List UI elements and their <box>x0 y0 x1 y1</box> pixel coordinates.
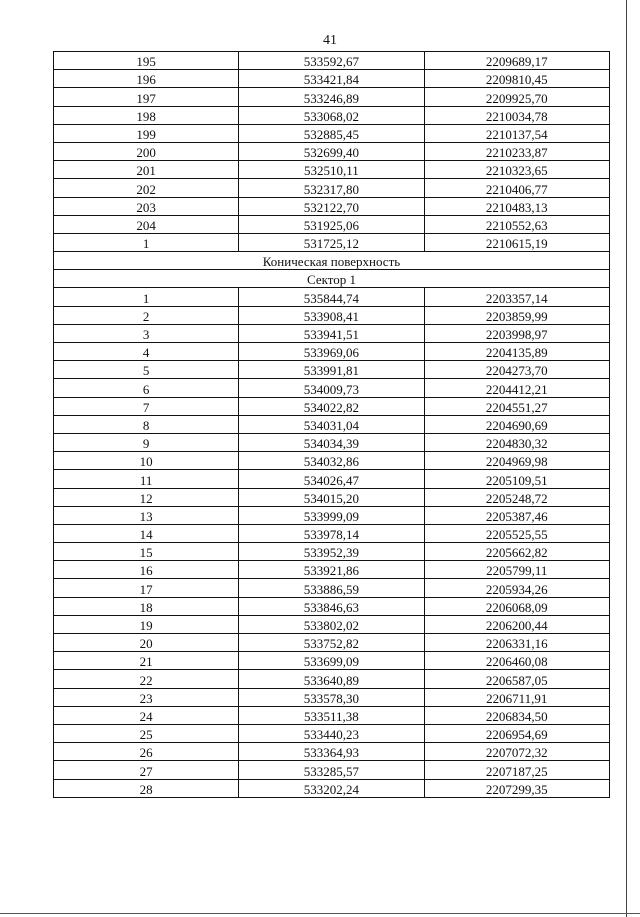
table-row <box>54 233 610 251</box>
table-row <box>54 306 610 324</box>
y-coordinate-cell: 2204690,69 <box>424 415 609 433</box>
x-coordinate-cell: 534032,86 <box>239 452 424 470</box>
table-row <box>54 470 610 488</box>
x-coordinate-cell: 533640,89 <box>239 670 424 688</box>
y-coordinate-cell: 2205109,51 <box>424 470 609 488</box>
table-row <box>54 88 610 106</box>
table-row <box>54 197 610 215</box>
y-coordinate-cell: 2203357,14 <box>424 288 609 306</box>
point-number-cell: 13 <box>54 506 239 524</box>
x-coordinate-cell: 533991,81 <box>239 361 424 379</box>
page-edge-right <box>626 0 627 917</box>
point-number-cell: 196 <box>54 70 239 88</box>
x-coordinate-cell: 532122,70 <box>239 197 424 215</box>
table-row <box>54 415 610 433</box>
point-number-cell: 198 <box>54 106 239 124</box>
y-coordinate-cell: 2204135,89 <box>424 343 609 361</box>
coordinates-table-section <box>54 252 610 288</box>
point-number-cell: 14 <box>54 524 239 542</box>
x-coordinate-cell: 534015,20 <box>239 488 424 506</box>
x-coordinate-cell: 534031,04 <box>239 415 424 433</box>
section-header-row <box>54 252 610 270</box>
table-row <box>54 179 610 197</box>
x-coordinate-cell: 533952,39 <box>239 543 424 561</box>
table-row <box>54 124 610 142</box>
point-number-cell: 201 <box>54 161 239 179</box>
point-number-cell: 197 <box>54 88 239 106</box>
sector-header-row <box>54 270 610 288</box>
y-coordinate-cell: 2210034,78 <box>424 106 609 124</box>
point-number-cell: 17 <box>54 579 239 597</box>
x-coordinate-cell: 532885,45 <box>239 124 424 142</box>
y-coordinate-cell: 2209925,70 <box>424 88 609 106</box>
point-number-cell: 25 <box>54 724 239 742</box>
page-edge-bottom <box>0 913 640 914</box>
coordinates-table-top-rows <box>54 52 610 252</box>
x-coordinate-cell: 534009,73 <box>239 379 424 397</box>
y-coordinate-cell: 2206331,16 <box>424 634 609 652</box>
y-coordinate-cell: 2204551,27 <box>424 397 609 415</box>
x-coordinate-cell: 533969,06 <box>239 343 424 361</box>
point-number-cell: 20 <box>54 634 239 652</box>
point-number-cell: 28 <box>54 779 239 797</box>
table-row <box>54 761 610 779</box>
table-row <box>54 561 610 579</box>
table-row <box>54 670 610 688</box>
point-number-cell: 4 <box>54 343 239 361</box>
table-row <box>54 779 610 797</box>
table-row <box>54 379 610 397</box>
x-coordinate-cell: 535844,74 <box>239 288 424 306</box>
x-coordinate-cell: 533202,24 <box>239 779 424 797</box>
table-row <box>54 433 610 451</box>
table-row <box>54 724 610 742</box>
x-coordinate-cell: 533068,02 <box>239 106 424 124</box>
x-coordinate-cell: 533699,09 <box>239 652 424 670</box>
point-number-cell: 195 <box>54 52 239 70</box>
x-coordinate-cell: 532699,40 <box>239 142 424 160</box>
y-coordinate-cell: 2206460,08 <box>424 652 609 670</box>
table-row <box>54 524 610 542</box>
x-coordinate-cell: 533511,38 <box>239 706 424 724</box>
y-coordinate-cell: 2206834,50 <box>424 706 609 724</box>
y-coordinate-cell: 2205248,72 <box>424 488 609 506</box>
table-row <box>54 106 610 124</box>
point-number-cell: 11 <box>54 470 239 488</box>
point-number-cell: 8 <box>54 415 239 433</box>
x-coordinate-cell: 531925,06 <box>239 215 424 233</box>
point-number-cell: 16 <box>54 561 239 579</box>
y-coordinate-cell: 2205525,55 <box>424 524 609 542</box>
point-number-cell: 204 <box>54 215 239 233</box>
table-row <box>54 543 610 561</box>
table-row <box>54 215 610 233</box>
x-coordinate-cell: 533941,51 <box>239 324 424 342</box>
point-number-cell: 12 <box>54 488 239 506</box>
point-number-cell: 199 <box>54 124 239 142</box>
y-coordinate-cell: 2209689,17 <box>424 52 609 70</box>
y-coordinate-cell: 2205934,26 <box>424 579 609 597</box>
x-coordinate-cell: 533846,63 <box>239 597 424 615</box>
y-coordinate-cell: 2203859,99 <box>424 306 609 324</box>
x-coordinate-cell: 534022,82 <box>239 397 424 415</box>
x-coordinate-cell: 533364,93 <box>239 743 424 761</box>
y-coordinate-cell: 2210323,65 <box>424 161 609 179</box>
x-coordinate-cell: 533578,30 <box>239 688 424 706</box>
table-row <box>54 506 610 524</box>
y-coordinate-cell: 2210406,77 <box>424 179 609 197</box>
x-coordinate-cell: 532510,11 <box>239 161 424 179</box>
point-number-cell: 1 <box>54 288 239 306</box>
point-number-cell: 5 <box>54 361 239 379</box>
y-coordinate-cell: 2205799,11 <box>424 561 609 579</box>
x-coordinate-cell: 533802,02 <box>239 615 424 633</box>
x-coordinate-cell: 533921,86 <box>239 561 424 579</box>
table-row <box>54 634 610 652</box>
x-coordinate-cell: 533440,23 <box>239 724 424 742</box>
y-coordinate-cell: 2210552,63 <box>424 215 609 233</box>
point-number-cell: 9 <box>54 433 239 451</box>
table-row <box>54 324 610 342</box>
table-row <box>54 343 610 361</box>
y-coordinate-cell: 2210483,13 <box>424 197 609 215</box>
table-row <box>54 142 610 160</box>
table-row <box>54 743 610 761</box>
y-coordinate-cell: 2205387,46 <box>424 506 609 524</box>
point-number-cell: 23 <box>54 688 239 706</box>
point-number-cell: 21 <box>54 652 239 670</box>
point-number-cell: 27 <box>54 761 239 779</box>
point-number-cell: 19 <box>54 615 239 633</box>
section-title: Коническая поверхность <box>54 252 610 270</box>
y-coordinate-cell: 2206954,69 <box>424 724 609 742</box>
table-row <box>54 652 610 670</box>
y-coordinate-cell: 2204412,21 <box>424 379 609 397</box>
point-number-cell: 202 <box>54 179 239 197</box>
point-number-cell: 10 <box>54 452 239 470</box>
y-coordinate-cell: 2203998,97 <box>424 324 609 342</box>
x-coordinate-cell: 533421,84 <box>239 70 424 88</box>
sector-title: Сектор 1 <box>54 270 610 288</box>
x-coordinate-cell: 532317,80 <box>239 179 424 197</box>
y-coordinate-cell: 2207299,35 <box>424 779 609 797</box>
table-row <box>54 52 610 70</box>
table-row <box>54 579 610 597</box>
y-coordinate-cell: 2206200,44 <box>424 615 609 633</box>
x-coordinate-cell: 533752,82 <box>239 634 424 652</box>
point-number-cell: 2 <box>54 306 239 324</box>
page-number: 41 <box>323 33 337 48</box>
table-row <box>54 597 610 615</box>
y-coordinate-cell: 2210233,87 <box>424 142 609 160</box>
x-coordinate-cell: 533978,14 <box>239 524 424 542</box>
table-row <box>54 452 610 470</box>
table-row <box>54 706 610 724</box>
x-coordinate-cell: 533908,41 <box>239 306 424 324</box>
x-coordinate-cell: 533246,89 <box>239 88 424 106</box>
table-row <box>54 288 610 306</box>
x-coordinate-cell: 533592,67 <box>239 52 424 70</box>
table-row <box>54 70 610 88</box>
y-coordinate-cell: 2204969,98 <box>424 452 609 470</box>
y-coordinate-cell: 2210615,19 <box>424 233 609 251</box>
table-row <box>54 161 610 179</box>
table-row <box>54 397 610 415</box>
point-number-cell: 7 <box>54 397 239 415</box>
y-coordinate-cell: 2207072,32 <box>424 743 609 761</box>
point-number-cell: 26 <box>54 743 239 761</box>
x-coordinate-cell: 533999,09 <box>239 506 424 524</box>
point-number-cell: 3 <box>54 324 239 342</box>
y-coordinate-cell: 2210137,54 <box>424 124 609 142</box>
point-number-cell: 1 <box>54 233 239 251</box>
y-coordinate-cell: 2205662,82 <box>424 543 609 561</box>
coordinates-table <box>53 51 610 798</box>
table-row <box>54 688 610 706</box>
point-number-cell: 22 <box>54 670 239 688</box>
y-coordinate-cell: 2204830,32 <box>424 433 609 451</box>
point-number-cell: 203 <box>54 197 239 215</box>
x-coordinate-cell: 534034,39 <box>239 433 424 451</box>
y-coordinate-cell: 2206587,05 <box>424 670 609 688</box>
x-coordinate-cell: 531725,12 <box>239 233 424 251</box>
x-coordinate-cell: 533285,57 <box>239 761 424 779</box>
y-coordinate-cell: 2206068,09 <box>424 597 609 615</box>
coordinates-table-sector-rows <box>54 288 610 797</box>
y-coordinate-cell: 2209810,45 <box>424 70 609 88</box>
y-coordinate-cell: 2206711,91 <box>424 688 609 706</box>
table-row <box>54 488 610 506</box>
point-number-cell: 15 <box>54 543 239 561</box>
table-row <box>54 615 610 633</box>
point-number-cell: 200 <box>54 142 239 160</box>
x-coordinate-cell: 534026,47 <box>239 470 424 488</box>
y-coordinate-cell: 2204273,70 <box>424 361 609 379</box>
point-number-cell: 18 <box>54 597 239 615</box>
point-number-cell: 6 <box>54 379 239 397</box>
x-coordinate-cell: 533886,59 <box>239 579 424 597</box>
table-row <box>54 361 610 379</box>
y-coordinate-cell: 2207187,25 <box>424 761 609 779</box>
point-number-cell: 24 <box>54 706 239 724</box>
